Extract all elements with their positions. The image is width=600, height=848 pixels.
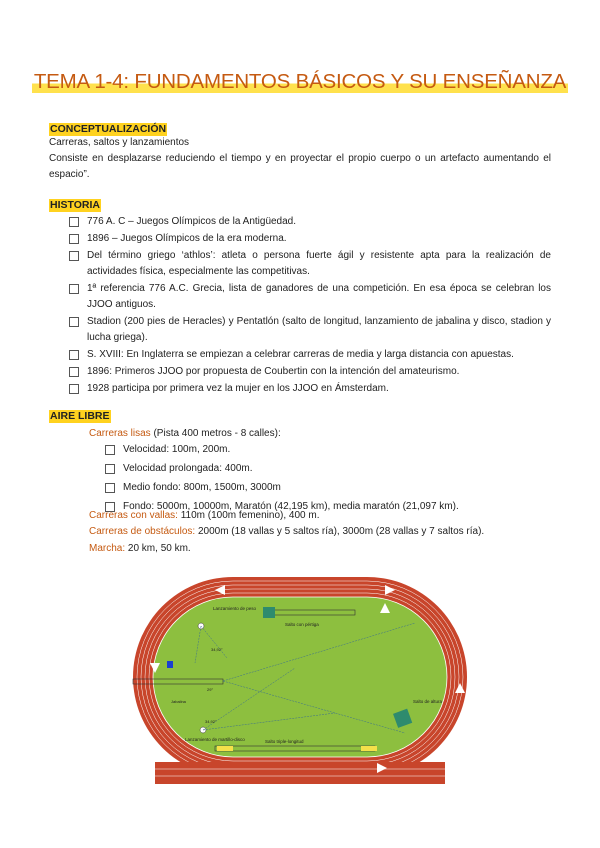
carreras-lisas-line: Carreras lisas (Pista 400 metros - 8 calles): bbox=[89, 428, 281, 439]
checkbox-icon bbox=[69, 367, 79, 377]
start-marker bbox=[167, 661, 173, 668]
carreras-lisas-label: Carreras lisas bbox=[89, 428, 151, 439]
label-martillo: Lanzamiento de martillo-disco bbox=[185, 737, 245, 742]
checkbox-icon bbox=[105, 445, 115, 455]
list-item: 1896: Primeros JJOO por propuesta de Coubertin con la intención del amateurismo. bbox=[69, 364, 551, 380]
label-longitud: Salto triple-longitud bbox=[265, 739, 304, 744]
label-angle2: 29° bbox=[207, 687, 214, 692]
section-heading-aire-libre: AIRE LIBRE bbox=[50, 410, 110, 422]
page-title: TEMA 1-4: FUNDAMENTOS BÁSICOS Y SU ENSEÑANZA bbox=[33, 70, 567, 93]
list-item: Del término griego ‘athlos’: atleta o persona fuerte ágil y resistente apta para la realización de actividades física, especialmente las competitivas. bbox=[69, 248, 551, 280]
pole-vault-pit bbox=[263, 607, 275, 618]
label-pertiga: Salto con pértiga bbox=[285, 622, 319, 627]
obstaculos-line: Carreras de obstáculos: 2000m (18 vallas y 5 saltos ría), 3000m (28 vallas y 7 saltos ría). bbox=[89, 526, 485, 537]
historia-list bbox=[69, 214, 551, 398]
checkbox-icon bbox=[105, 464, 115, 474]
list-item: 1928 participa por primera vez la mujer en los JJOO en Ámsterdam. bbox=[69, 381, 551, 397]
checkbox-icon bbox=[69, 284, 79, 294]
list-item: Medio fondo: 800m, 1500m, 3000m bbox=[105, 480, 525, 496]
checkbox-icon bbox=[69, 317, 79, 327]
label-altura: Salto de altura bbox=[413, 699, 443, 704]
list-item: S. XVIII: En Inglaterra se empiezan a celebrar carreras de media y larga distancia con apuestas. bbox=[69, 347, 551, 363]
checkbox-icon bbox=[69, 251, 79, 261]
athletics-track-diagram bbox=[115, 563, 485, 793]
straight-extension bbox=[155, 762, 445, 784]
section-heading-historia: HISTORIA bbox=[50, 199, 100, 211]
list-item: 776 A. C – Juegos Olímpicos de la Antigüedad. bbox=[69, 214, 551, 230]
label-angle3: 34,92° bbox=[205, 719, 217, 724]
list-item: Stadion (200 pies de Heracles) y Pentatlón (salto de longitud, lanzamiento de jabalina y disco, stadion y lucha griega). bbox=[69, 314, 551, 346]
conceptualizacion-line2: Consiste en desplazarse reduciendo el tiempo y en proyectar el propio cuerpo o un artefacto aumentando el espacio”. bbox=[49, 153, 551, 180]
list-item: 1ª referencia 776 A.C. Grecia, lista de ganadores de una competición. En esa época se celebran los JJOO antiguos. bbox=[69, 281, 551, 313]
checkbox-icon bbox=[69, 217, 79, 227]
carreras-lisas-list bbox=[105, 442, 525, 518]
checkbox-icon bbox=[105, 483, 115, 493]
sand-pit bbox=[217, 746, 233, 751]
label-angle1: 34,92° bbox=[211, 647, 223, 652]
checkbox-icon bbox=[69, 350, 79, 360]
label-peso: Lanzamiento de peso bbox=[213, 606, 257, 611]
conceptualizacion-line1: Carreras, saltos y lanzamientos bbox=[49, 137, 190, 148]
checkbox-icon bbox=[69, 384, 79, 394]
sand-pit bbox=[361, 746, 377, 751]
section-heading-conceptualizacion: CONCEPTUALIZACIÓN bbox=[50, 123, 167, 135]
vallas-line: Carreras con vallas: 110m (100m femenino), 400 m. bbox=[89, 510, 320, 521]
label-jabalina: Jabalina bbox=[171, 699, 186, 704]
list-item: Velocidad prolongada: 400m. bbox=[105, 461, 525, 477]
marcha-line: Marcha: 20 km, 50 km. bbox=[89, 543, 191, 554]
track-field bbox=[153, 597, 447, 757]
list-item: Velocidad: 100m, 200m. bbox=[105, 442, 525, 458]
list-item: 1896 – Juegos Olímpicos de la era moderna. bbox=[69, 231, 551, 247]
checkbox-icon bbox=[69, 234, 79, 244]
list-item: Fondo: 5000m, 10000m, Maratón (42,195 km), media maratón (21,097 km). bbox=[105, 499, 525, 515]
